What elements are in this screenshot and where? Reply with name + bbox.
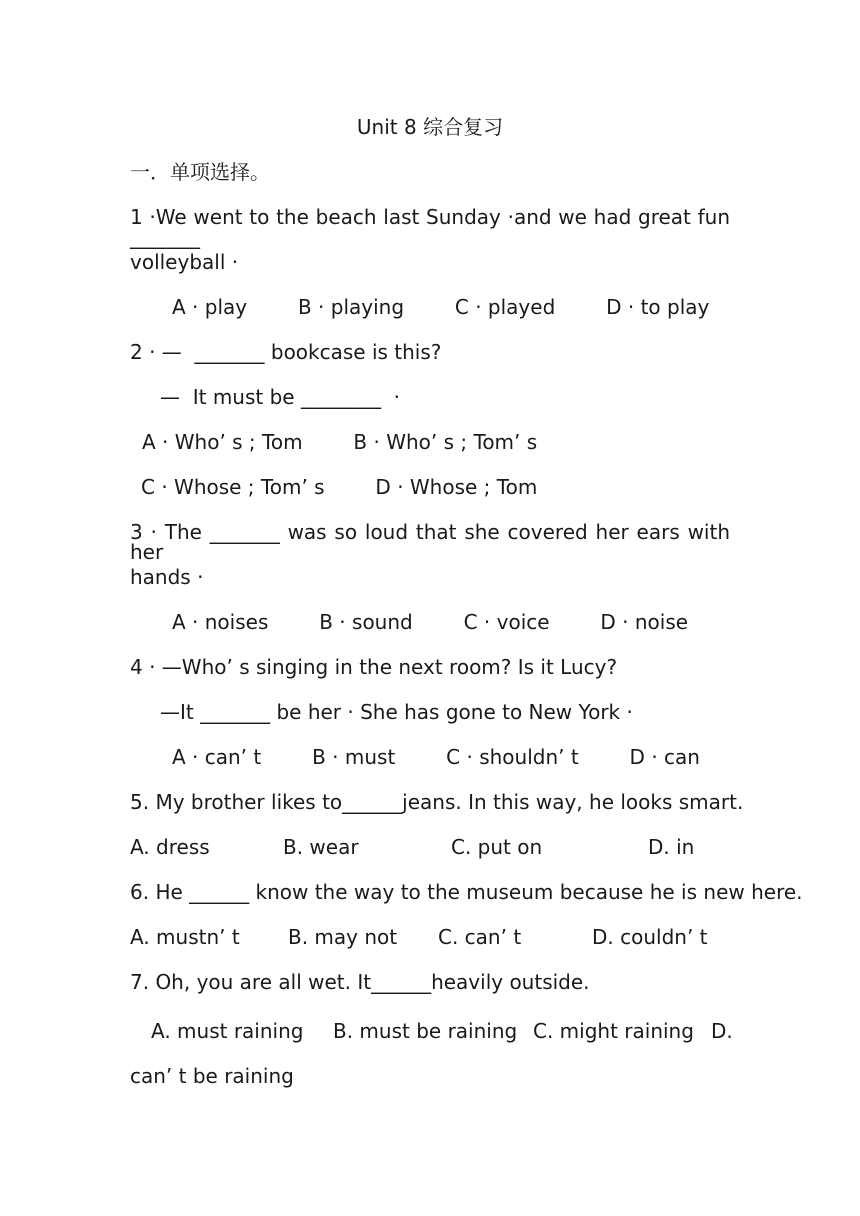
q7-option-c: C. might raining	[533, 1019, 694, 1043]
q7-option-a: A. must raining	[151, 1019, 304, 1043]
q2-options-ab: A · Who’ s ; Tom B · Who’ s ; Tom’ s	[142, 430, 538, 454]
q3-stem-continued: hands ·	[130, 565, 204, 589]
q6-stem: 6. He ______ know the way to the museum because he is new here.	[130, 880, 803, 904]
q6-option-c: C. can’ t	[438, 925, 522, 949]
page-title: Unit 8 综合复习	[356, 115, 504, 139]
section-heading: 一．单项选择。	[130, 160, 270, 184]
q7-option-d-label: D.	[711, 1019, 733, 1043]
q7-option-d-text: can’ t be raining	[130, 1064, 294, 1088]
q1-stem: 1 ·We went to the beach last Sunday ·and we had great fun _______	[130, 205, 730, 249]
q4-line2: —It _______ be her · She has gone to New York ·	[160, 700, 633, 724]
q7-option-b: B. must be raining	[333, 1019, 518, 1043]
q5-option-c: C. put on	[451, 835, 543, 859]
q3-options: A · noises B · sound C · voice D · noise	[172, 610, 689, 634]
q6-option-b: B. may not	[288, 925, 398, 949]
q1-stem-continued: volleyball ·	[130, 250, 239, 274]
q1-options: A · play B · playing C · played D · to play	[172, 295, 710, 319]
q6-option-d: D. couldn’ t	[592, 925, 708, 949]
q6-option-a: A. mustn’ t	[130, 925, 240, 949]
q4-stem: 4 · —Who’ s singing in the next room? Is it Lucy?	[130, 655, 618, 679]
q5-option-a: A. dress	[130, 835, 210, 859]
q2-stem: 2 · — _______ bookcase is this?	[130, 340, 442, 364]
q3-stem: 3 · The _______ was so loud that she covered her ears with her	[130, 520, 730, 564]
q5-stem: 5. My brother likes to______jeans. In this way, he looks smart.	[130, 790, 744, 814]
q7-stem: 7. Oh, you are all wet. It______heavily outside.	[130, 970, 590, 994]
q2-options-cd: C · Whose ; Tom’ s D · Whose ; Tom	[141, 475, 538, 499]
q4-options: A · can’ t B · must C · shouldn’ t D · can	[172, 745, 700, 769]
q5-option-b: B. wear	[283, 835, 359, 859]
q2-line2: — It must be ________ ·	[160, 385, 401, 409]
q5-option-d: D. in	[648, 835, 695, 859]
